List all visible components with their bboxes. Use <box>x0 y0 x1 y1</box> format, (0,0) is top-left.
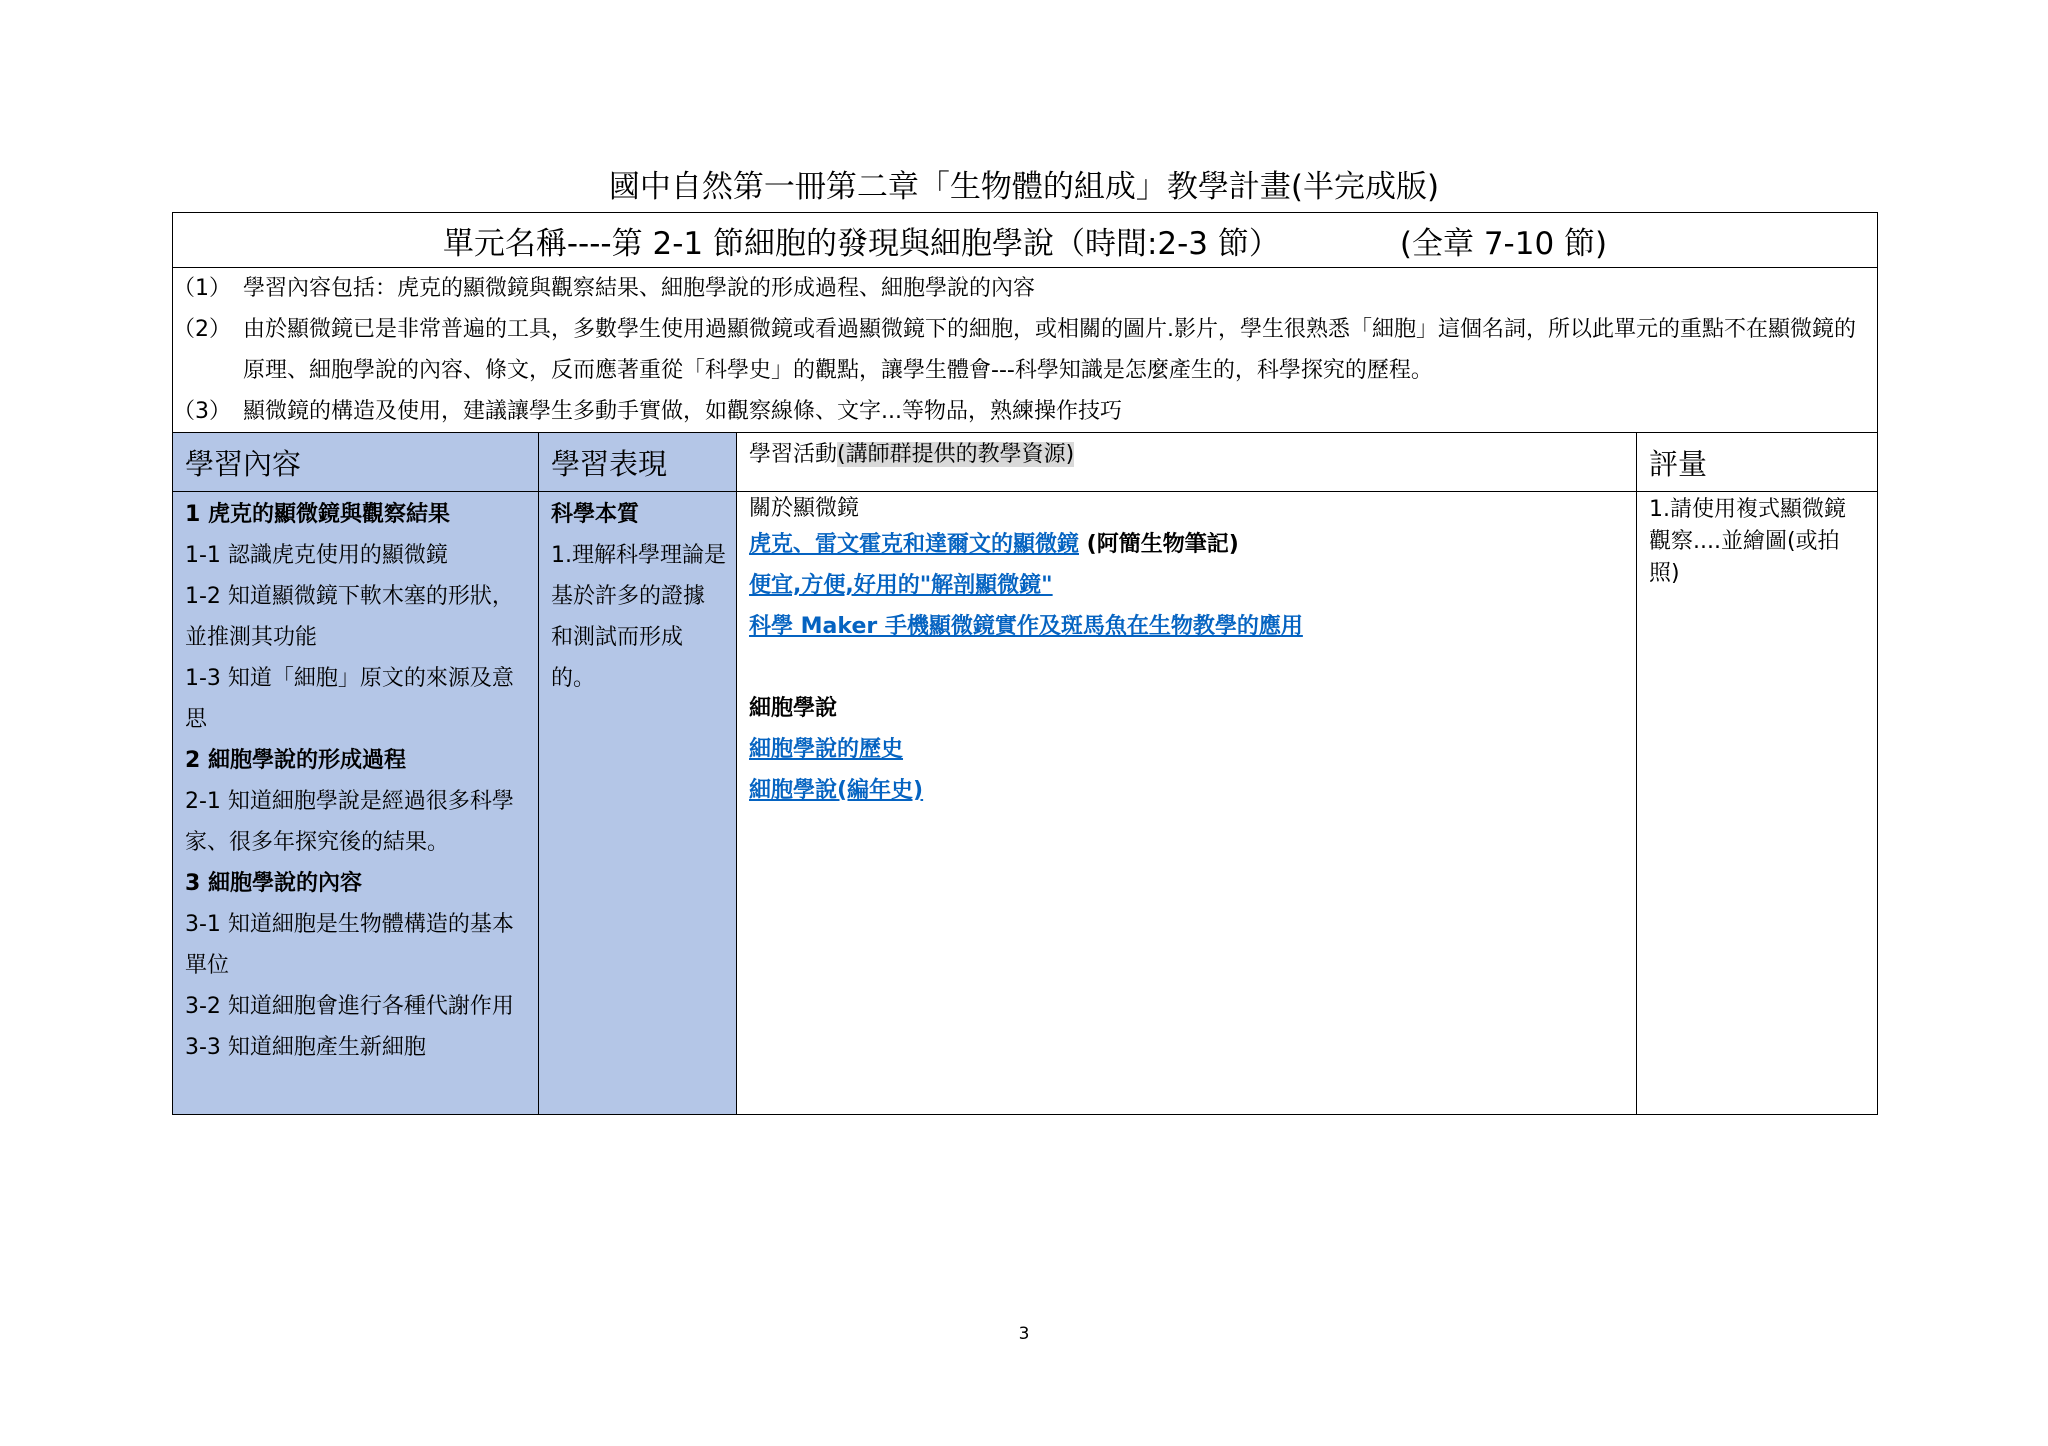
assessment-text: 1.請使用複式顯微鏡觀察....並繪圖(或拍照) <box>1649 497 1846 586</box>
content-item: 3-2 知道細胞會進行各種代謝作用 <box>185 994 514 1019</box>
content-section-heading: 1 虎克的顯微鏡與觀察結果 <box>185 502 450 527</box>
goal-number: （3） <box>173 399 231 424</box>
activity-link-row <box>749 770 1626 811</box>
activity-header-label: 學習活動 <box>749 442 838 467</box>
learning-content-cell <box>173 492 539 1115</box>
content-item: 3-3 知道細胞產生新細胞 <box>185 1035 426 1060</box>
microscope-heading: 關於顯微鏡 <box>749 496 860 521</box>
activity-link-row <box>749 729 1626 770</box>
content-item: 1-1 認識虎克使用的顯微鏡 <box>185 543 448 568</box>
goal-item <box>173 268 1877 309</box>
unit-total-periods: (全章 7-10 節) <box>1399 225 1608 262</box>
link-phone-microscope-maker[interactable]: 科學 Maker 手機顯微鏡實作及斑馬魚在生物教學的應用 <box>749 614 1303 639</box>
activity-link-row <box>749 524 1626 565</box>
goal-text: 由於顯微鏡已是非常普遍的工具，多數學生使用過顯微鏡或看過顯微鏡下的細胞，或相關的圖片.影片，學生很熟悉「細胞」這個名詞，所以此單元的重點不在顯微鏡的原理、細胞學說的內容、條文，反而應著重從「科學史」的觀點，讓學生體會---科學知識是怎麼產生的，科學探究的歷程。 <box>243 317 1856 383</box>
header-learning-content: 學習內容 <box>173 433 539 492</box>
header-learning-activity <box>737 433 1637 492</box>
document-title: 國中自然第一冊第二章「生物體的組成」教學計畫(半完成版) <box>608 169 1440 205</box>
goal-text: 顯微鏡的構造及使用，建議讓學生多動手實做，如觀察線條、文字...等物品，熟練操作技巧 <box>243 399 1122 424</box>
content-item: 1-3 知道「細胞」原文的來源及意思 <box>185 666 514 732</box>
content-item: 3-1 知道細胞是生物體構造的基本單位 <box>185 912 514 978</box>
learning-performance-cell <box>539 492 737 1115</box>
goal-item <box>173 391 1877 432</box>
unit-title-row <box>173 213 1878 268</box>
learning-activity-cell <box>737 492 1637 1115</box>
content-item: 2-1 知道細胞學說是經過很多科學家、很多年探究後的結果。 <box>185 789 514 855</box>
lesson-plan-table <box>172 212 1878 1115</box>
header-learning-performance: 學習表現 <box>539 433 737 492</box>
activity-link-row <box>749 565 1626 606</box>
unit-goals <box>173 268 1878 433</box>
cell-theory-heading: 細胞學說 <box>749 696 838 721</box>
link-microscopes-history[interactable]: 虎克、雷文霍克和達爾文的顯微鏡 <box>749 532 1080 557</box>
link-dissecting-microscope[interactable]: 便宜,方便,好用的"解剖顯微鏡" <box>749 573 1053 598</box>
activity-header-highlight: (講師群提供的教學資源) <box>837 442 1075 467</box>
content-section-heading: 3 細胞學說的內容 <box>185 871 362 896</box>
content-item: 1-2 知道顯微鏡下軟木塞的形狀，並推測其功能 <box>185 584 514 650</box>
link-source-note: (阿簡生物筆記) <box>1079 532 1239 557</box>
unit-title: 單元名稱----第 2-1 節細胞的發現與細胞學說（時間:2-3 節） <box>442 225 1280 262</box>
performance-heading: 科學本質 <box>551 502 640 527</box>
goal-item <box>173 309 1877 391</box>
link-cell-theory-history[interactable]: 細胞學說的歷史 <box>749 737 904 762</box>
assessment-cell <box>1637 492 1878 1115</box>
content-section-heading: 2 細胞學說的形成過程 <box>185 748 406 773</box>
activity-link-row <box>749 606 1626 647</box>
goal-text: 學習內容包括：虎克的顯微鏡與觀察結果、細胞學說的形成過程、細胞學說的內容 <box>243 276 1036 301</box>
performance-text: 1.理解科學理論是基於許多的證據和測試而形成的。 <box>551 543 726 691</box>
link-cell-theory-chronology[interactable]: 細胞學說(編年史) <box>749 778 924 803</box>
goal-number: （2） <box>173 317 231 342</box>
header-assessment: 評量 <box>1637 433 1878 492</box>
goal-number: （1） <box>173 276 231 301</box>
page-number: 3 <box>1018 1324 1030 1344</box>
